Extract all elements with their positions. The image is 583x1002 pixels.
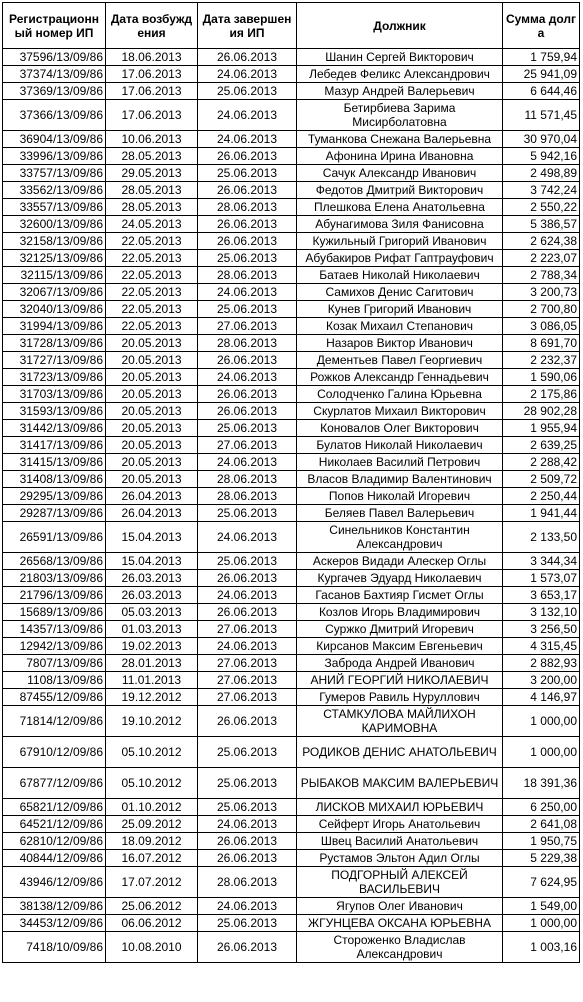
end-date-cell: 24.06.2013 bbox=[198, 66, 297, 83]
amount-cell: 2 175,86 bbox=[503, 386, 580, 403]
table-row bbox=[3, 284, 580, 301]
end-date-cell: 24.06.2013 bbox=[198, 454, 297, 471]
debtor-cell: Сачук Александр Иванович bbox=[297, 165, 503, 182]
table-row bbox=[3, 66, 580, 83]
amount-cell: 2 550,22 bbox=[503, 199, 580, 216]
debtor-cell: Булатов Николай Николаевич bbox=[297, 437, 503, 454]
debtor-cell: Синельников Константин Александрович bbox=[297, 522, 503, 553]
amount-cell: 1 000,00 bbox=[503, 737, 580, 768]
table-row bbox=[3, 932, 580, 963]
reg-number-cell: 64521/12/09/86 bbox=[3, 816, 106, 833]
debtor-cell: Заброда Андрей Иванович bbox=[297, 655, 503, 672]
end-date-cell: 25.06.2013 bbox=[198, 799, 297, 816]
debtor-cell: Рожков Александр Геннадьевич bbox=[297, 369, 503, 386]
amount-cell: 2 498,89 bbox=[503, 165, 580, 182]
table-row bbox=[3, 672, 580, 689]
reg-number-cell: 37366/13/09/86 bbox=[3, 100, 106, 131]
end-date-cell: 28.06.2013 bbox=[198, 267, 297, 284]
start-date-cell: 17.07.2012 bbox=[106, 867, 198, 898]
debtor-cell: СТАМКУЛОВА МАЙЛИХОН КАРИМОВНА bbox=[297, 706, 503, 737]
end-date-cell: 24.06.2013 bbox=[198, 284, 297, 301]
start-date-cell: 16.07.2012 bbox=[106, 850, 198, 867]
debtor-cell: Беляев Павел Валерьевич bbox=[297, 505, 503, 522]
debtor-cell: Кирсанов Максим Евгеньевич bbox=[297, 638, 503, 655]
table-row bbox=[3, 369, 580, 386]
reg-number-cell: 71814/12/09/86 bbox=[3, 706, 106, 737]
table-row bbox=[3, 689, 580, 706]
start-date-cell: 28.05.2013 bbox=[106, 148, 198, 165]
end-date-cell: 25.06.2013 bbox=[198, 250, 297, 267]
debtor-cell: Швец Василий Анатольевич bbox=[297, 833, 503, 850]
amount-cell: 2 788,34 bbox=[503, 267, 580, 284]
debtor-cell: Абунагимова Зиля Фанисовна bbox=[297, 216, 503, 233]
reg-number-cell: 14357/13/09/86 bbox=[3, 621, 106, 638]
start-date-cell: 22.05.2013 bbox=[106, 318, 198, 335]
reg-number-cell: 31417/13/09/86 bbox=[3, 437, 106, 454]
header-start-date: Дата возбуждения bbox=[106, 3, 198, 49]
reg-number-cell: 33996/13/09/86 bbox=[3, 148, 106, 165]
debtor-cell: Гасанов Бахтияр Гисмет Оглы bbox=[297, 587, 503, 604]
table-row bbox=[3, 471, 580, 488]
end-date-cell: 25.06.2013 bbox=[198, 768, 297, 799]
start-date-cell: 15.04.2013 bbox=[106, 522, 198, 553]
header-amount: Сумма долга bbox=[503, 3, 580, 49]
table-row bbox=[3, 638, 580, 655]
amount-cell: 2 624,38 bbox=[503, 233, 580, 250]
amount-cell: 8 691,70 bbox=[503, 335, 580, 352]
end-date-cell: 24.06.2013 bbox=[198, 131, 297, 148]
start-date-cell: 24.05.2013 bbox=[106, 216, 198, 233]
reg-number-cell: 62810/12/09/86 bbox=[3, 833, 106, 850]
amount-cell: 1 590,06 bbox=[503, 369, 580, 386]
amount-cell: 5 386,57 bbox=[503, 216, 580, 233]
amount-cell: 3 086,05 bbox=[503, 318, 580, 335]
debtor-cell: Сейферт Игорь Анатольевич bbox=[297, 816, 503, 833]
debtor-cell: Плешкова Елена Анатольевна bbox=[297, 199, 503, 216]
debtor-cell: ЖГУНЦЕВА ОКСАНА ЮРЬЕВНА bbox=[297, 915, 503, 932]
table-row bbox=[3, 83, 580, 100]
amount-cell: 1 549,00 bbox=[503, 898, 580, 915]
start-date-cell: 26.04.2013 bbox=[106, 505, 198, 522]
amount-cell: 2 700,80 bbox=[503, 301, 580, 318]
debtor-cell: Скурлатов Михаил Викторович bbox=[297, 403, 503, 420]
debtor-cell: Николаев Василий Петрович bbox=[297, 454, 503, 471]
start-date-cell: 20.05.2013 bbox=[106, 369, 198, 386]
end-date-cell: 26.06.2013 bbox=[198, 352, 297, 369]
table-row bbox=[3, 233, 580, 250]
debtor-cell: Туманкова Снежана Валерьевна bbox=[297, 131, 503, 148]
reg-number-cell: 7418/10/09/86 bbox=[3, 932, 106, 963]
debtor-cell: Лебедев Феликс Александрович bbox=[297, 66, 503, 83]
reg-number-cell: 34453/12/09/86 bbox=[3, 915, 106, 932]
amount-cell: 5 942,16 bbox=[503, 148, 580, 165]
end-date-cell: 27.06.2013 bbox=[198, 621, 297, 638]
end-date-cell: 24.06.2013 bbox=[198, 587, 297, 604]
table-row bbox=[3, 182, 580, 199]
end-date-cell: 24.06.2013 bbox=[198, 638, 297, 655]
start-date-cell: 17.06.2013 bbox=[106, 100, 198, 131]
table-row bbox=[3, 250, 580, 267]
debtors-table bbox=[2, 2, 580, 963]
amount-cell: 1 950,75 bbox=[503, 833, 580, 850]
reg-number-cell: 31415/13/09/86 bbox=[3, 454, 106, 471]
debtor-cell: Козак Михаил Степанович bbox=[297, 318, 503, 335]
debtor-cell: Кужильный Григорий Иванович bbox=[297, 233, 503, 250]
debtor-cell: Батаев Николай Николаевич bbox=[297, 267, 503, 284]
debtor-cell: Самихов Денис Сагитович bbox=[297, 284, 503, 301]
amount-cell: 3 200,73 bbox=[503, 284, 580, 301]
table-row bbox=[3, 867, 580, 898]
debtor-cell: ЛИСКОВ МИХАИЛ ЮРЬЕВИЧ bbox=[297, 799, 503, 816]
debtor-cell: Абубакиров Рифат Гаптрауфович bbox=[297, 250, 503, 267]
debtor-cell: Гумеров Равиль Нуруллович bbox=[297, 689, 503, 706]
reg-number-cell: 67910/12/09/86 bbox=[3, 737, 106, 768]
reg-number-cell: 33757/13/09/86 bbox=[3, 165, 106, 182]
start-date-cell: 01.10.2012 bbox=[106, 799, 198, 816]
reg-number-cell: 31723/13/09/86 bbox=[3, 369, 106, 386]
amount-cell: 11 571,45 bbox=[503, 100, 580, 131]
reg-number-cell: 65821/12/09/86 bbox=[3, 799, 106, 816]
start-date-cell: 22.05.2013 bbox=[106, 233, 198, 250]
reg-number-cell: 38138/12/09/86 bbox=[3, 898, 106, 915]
reg-number-cell: 31728/13/09/86 bbox=[3, 335, 106, 352]
debtor-cell: Шанин Сергей Викторович bbox=[297, 49, 503, 66]
table-row bbox=[3, 403, 580, 420]
table-row bbox=[3, 488, 580, 505]
end-date-cell: 26.06.2013 bbox=[198, 49, 297, 66]
end-date-cell: 26.06.2013 bbox=[198, 850, 297, 867]
end-date-cell: 26.06.2013 bbox=[198, 833, 297, 850]
reg-number-cell: 21803/13/09/86 bbox=[3, 570, 106, 587]
amount-cell: 3 742,24 bbox=[503, 182, 580, 199]
reg-number-cell: 26591/13/09/86 bbox=[3, 522, 106, 553]
debtor-cell: Власов Владимир Валентинович bbox=[297, 471, 503, 488]
table-row bbox=[3, 420, 580, 437]
table-row bbox=[3, 165, 580, 182]
amount-cell: 1 000,00 bbox=[503, 706, 580, 737]
table-row bbox=[3, 216, 580, 233]
debtor-cell: АНИЙ ГЕОРГИЙ НИКОЛАЕВИЧ bbox=[297, 672, 503, 689]
reg-number-cell: 31408/13/09/86 bbox=[3, 471, 106, 488]
header-row bbox=[3, 3, 580, 49]
table-row bbox=[3, 570, 580, 587]
end-date-cell: 27.06.2013 bbox=[198, 318, 297, 335]
end-date-cell: 25.06.2013 bbox=[198, 505, 297, 522]
reg-number-cell: 31703/13/09/86 bbox=[3, 386, 106, 403]
amount-cell: 2 882,93 bbox=[503, 655, 580, 672]
table-row bbox=[3, 816, 580, 833]
amount-cell: 2 250,44 bbox=[503, 488, 580, 505]
reg-number-cell: 29287/13/09/86 bbox=[3, 505, 106, 522]
end-date-cell: 24.06.2013 bbox=[198, 816, 297, 833]
start-date-cell: 28.01.2013 bbox=[106, 655, 198, 672]
table-row bbox=[3, 737, 580, 768]
amount-cell: 28 902,28 bbox=[503, 403, 580, 420]
amount-cell: 2 133,50 bbox=[503, 522, 580, 553]
table-row bbox=[3, 386, 580, 403]
end-date-cell: 26.06.2013 bbox=[198, 386, 297, 403]
end-date-cell: 26.06.2013 bbox=[198, 706, 297, 737]
start-date-cell: 20.05.2013 bbox=[106, 420, 198, 437]
table-row bbox=[3, 131, 580, 148]
amount-cell: 3 200,00 bbox=[503, 672, 580, 689]
amount-cell: 7 624,95 bbox=[503, 867, 580, 898]
reg-number-cell: 33557/13/09/86 bbox=[3, 199, 106, 216]
reg-number-cell: 37596/13/09/86 bbox=[3, 49, 106, 66]
start-date-cell: 18.06.2013 bbox=[106, 49, 198, 66]
end-date-cell: 26.06.2013 bbox=[198, 182, 297, 199]
debtor-cell: Мазур Андрей Валерьевич bbox=[297, 83, 503, 100]
reg-number-cell: 32115/13/09/86 bbox=[3, 267, 106, 284]
end-date-cell: 28.06.2013 bbox=[198, 488, 297, 505]
start-date-cell: 05.03.2013 bbox=[106, 604, 198, 621]
debtor-cell: РОДИКОВ ДЕНИС АНАТОЛЬЕВИЧ bbox=[297, 737, 503, 768]
header-debtor: Должник bbox=[297, 3, 503, 49]
reg-number-cell: 36904/13/09/86 bbox=[3, 131, 106, 148]
table-row bbox=[3, 655, 580, 672]
table-row bbox=[3, 706, 580, 737]
start-date-cell: 26.03.2013 bbox=[106, 587, 198, 604]
end-date-cell: 24.06.2013 bbox=[198, 100, 297, 131]
amount-cell: 1 003,16 bbox=[503, 932, 580, 963]
end-date-cell: 26.06.2013 bbox=[198, 233, 297, 250]
end-date-cell: 25.06.2013 bbox=[198, 301, 297, 318]
table-row bbox=[3, 301, 580, 318]
reg-number-cell: 37374/13/09/86 bbox=[3, 66, 106, 83]
end-date-cell: 27.06.2013 bbox=[198, 672, 297, 689]
reg-number-cell: 31994/13/09/86 bbox=[3, 318, 106, 335]
debtor-cell: Солодченко Галина Юрьевна bbox=[297, 386, 503, 403]
table-row bbox=[3, 267, 580, 284]
amount-cell: 3 256,50 bbox=[503, 621, 580, 638]
end-date-cell: 27.06.2013 bbox=[198, 437, 297, 454]
end-date-cell: 25.06.2013 bbox=[198, 737, 297, 768]
amount-cell: 6 250,00 bbox=[503, 799, 580, 816]
start-date-cell: 20.05.2013 bbox=[106, 437, 198, 454]
start-date-cell: 22.05.2013 bbox=[106, 250, 198, 267]
start-date-cell: 19.02.2013 bbox=[106, 638, 198, 655]
end-date-cell: 24.06.2013 bbox=[198, 369, 297, 386]
amount-cell: 2 509,72 bbox=[503, 471, 580, 488]
table-row bbox=[3, 587, 580, 604]
reg-number-cell: 21796/13/09/86 bbox=[3, 587, 106, 604]
debtor-cell: Федотов Дмитрий Викторович bbox=[297, 182, 503, 199]
amount-cell: 30 970,04 bbox=[503, 131, 580, 148]
start-date-cell: 19.12.2012 bbox=[106, 689, 198, 706]
start-date-cell: 25.09.2012 bbox=[106, 816, 198, 833]
end-date-cell: 28.06.2013 bbox=[198, 199, 297, 216]
amount-cell: 4 315,45 bbox=[503, 638, 580, 655]
start-date-cell: 17.06.2013 bbox=[106, 66, 198, 83]
amount-cell: 1 573,07 bbox=[503, 570, 580, 587]
end-date-cell: 26.06.2013 bbox=[198, 570, 297, 587]
reg-number-cell: 7807/13/09/86 bbox=[3, 655, 106, 672]
start-date-cell: 26.04.2013 bbox=[106, 488, 198, 505]
end-date-cell: 25.06.2013 bbox=[198, 83, 297, 100]
reg-number-cell: 15689/13/09/86 bbox=[3, 604, 106, 621]
start-date-cell: 19.10.2012 bbox=[106, 706, 198, 737]
table-row bbox=[3, 318, 580, 335]
debtor-cell: Коновалов Олег Викторович bbox=[297, 420, 503, 437]
table-row bbox=[3, 915, 580, 932]
reg-number-cell: 67877/12/09/86 bbox=[3, 768, 106, 799]
start-date-cell: 05.10.2012 bbox=[106, 768, 198, 799]
table-row bbox=[3, 898, 580, 915]
table-row bbox=[3, 49, 580, 66]
start-date-cell: 06.06.2012 bbox=[106, 915, 198, 932]
reg-number-cell: 31727/13/09/86 bbox=[3, 352, 106, 369]
reg-number-cell: 43946/12/09/86 bbox=[3, 867, 106, 898]
end-date-cell: 25.06.2013 bbox=[198, 165, 297, 182]
start-date-cell: 22.05.2013 bbox=[106, 284, 198, 301]
end-date-cell: 26.06.2013 bbox=[198, 216, 297, 233]
start-date-cell: 28.05.2013 bbox=[106, 199, 198, 216]
table-row bbox=[3, 505, 580, 522]
reg-number-cell: 1108/13/09/86 bbox=[3, 672, 106, 689]
amount-cell: 3 653,17 bbox=[503, 587, 580, 604]
end-date-cell: 25.06.2013 bbox=[198, 420, 297, 437]
amount-cell: 18 391,36 bbox=[503, 768, 580, 799]
reg-number-cell: 87455/12/09/86 bbox=[3, 689, 106, 706]
start-date-cell: 17.06.2013 bbox=[106, 83, 198, 100]
reg-number-cell: 31593/13/09/86 bbox=[3, 403, 106, 420]
amount-cell: 1 955,94 bbox=[503, 420, 580, 437]
table-row bbox=[3, 352, 580, 369]
amount-cell: 1 759,94 bbox=[503, 49, 580, 66]
end-date-cell: 27.06.2013 bbox=[198, 655, 297, 672]
start-date-cell: 18.09.2012 bbox=[106, 833, 198, 850]
start-date-cell: 01.03.2013 bbox=[106, 621, 198, 638]
table-row bbox=[3, 437, 580, 454]
reg-number-cell: 29295/13/09/86 bbox=[3, 488, 106, 505]
start-date-cell: 22.05.2013 bbox=[106, 267, 198, 284]
start-date-cell: 20.05.2013 bbox=[106, 454, 198, 471]
debtor-cell: Рустамов Эльтон Адил Оглы bbox=[297, 850, 503, 867]
amount-cell: 3 344,34 bbox=[503, 553, 580, 570]
start-date-cell: 10.06.2013 bbox=[106, 131, 198, 148]
end-date-cell: 26.06.2013 bbox=[198, 932, 297, 963]
amount-cell: 1 000,00 bbox=[503, 915, 580, 932]
amount-cell: 4 146,97 bbox=[503, 689, 580, 706]
start-date-cell: 10.08.2010 bbox=[106, 932, 198, 963]
reg-number-cell: 32125/13/09/86 bbox=[3, 250, 106, 267]
start-date-cell: 20.05.2013 bbox=[106, 471, 198, 488]
reg-number-cell: 31442/13/09/86 bbox=[3, 420, 106, 437]
table-row bbox=[3, 522, 580, 553]
end-date-cell: 24.06.2013 bbox=[198, 898, 297, 915]
reg-number-cell: 32158/13/09/86 bbox=[3, 233, 106, 250]
reg-number-cell: 32600/13/09/86 bbox=[3, 216, 106, 233]
amount-cell: 6 644,46 bbox=[503, 83, 580, 100]
debtor-cell: РЫБАКОВ МАКСИМ ВАЛЕРЬЕВИЧ bbox=[297, 768, 503, 799]
debtor-cell: Аскеров Видади Алескер Оглы bbox=[297, 553, 503, 570]
header-end-date: Дата завершения ИП bbox=[198, 3, 297, 49]
end-date-cell: 24.06.2013 bbox=[198, 522, 297, 553]
end-date-cell: 25.06.2013 bbox=[198, 553, 297, 570]
end-date-cell: 28.06.2013 bbox=[198, 335, 297, 352]
amount-cell: 3 132,10 bbox=[503, 604, 580, 621]
debtor-cell: Попов Николай Игоревич bbox=[297, 488, 503, 505]
table-row bbox=[3, 850, 580, 867]
table-row bbox=[3, 199, 580, 216]
header-reg-number: Регистрационный номер ИП bbox=[3, 3, 106, 49]
debtor-cell: Ягупов Олег Иванович bbox=[297, 898, 503, 915]
end-date-cell: 26.06.2013 bbox=[198, 604, 297, 621]
amount-cell: 2 641,08 bbox=[503, 816, 580, 833]
start-date-cell: 20.05.2013 bbox=[106, 335, 198, 352]
amount-cell: 5 229,38 bbox=[503, 850, 580, 867]
start-date-cell: 26.03.2013 bbox=[106, 570, 198, 587]
end-date-cell: 28.06.2013 bbox=[198, 867, 297, 898]
amount-cell: 2 639,25 bbox=[503, 437, 580, 454]
debtor-cell: Кунев Григорий Иванович bbox=[297, 301, 503, 318]
start-date-cell: 20.05.2013 bbox=[106, 403, 198, 420]
table-row bbox=[3, 799, 580, 816]
reg-number-cell: 40844/12/09/86 bbox=[3, 850, 106, 867]
amount-cell: 2 288,42 bbox=[503, 454, 580, 471]
reg-number-cell: 32040/13/09/86 bbox=[3, 301, 106, 318]
end-date-cell: 25.06.2013 bbox=[198, 915, 297, 932]
start-date-cell: 20.05.2013 bbox=[106, 352, 198, 369]
reg-number-cell: 33562/13/09/86 bbox=[3, 182, 106, 199]
debtor-cell: Суржко Дмитрий Игоревич bbox=[297, 621, 503, 638]
debtor-cell: ПОДГОРНЫЙ АЛЕКСЕЙ ВАСИЛЬЕВИЧ bbox=[297, 867, 503, 898]
table-row bbox=[3, 100, 580, 131]
amount-cell: 25 941,09 bbox=[503, 66, 580, 83]
amount-cell: 2 223,07 bbox=[503, 250, 580, 267]
end-date-cell: 27.06.2013 bbox=[198, 689, 297, 706]
table-row bbox=[3, 454, 580, 471]
start-date-cell: 28.05.2013 bbox=[106, 182, 198, 199]
reg-number-cell: 32067/13/09/86 bbox=[3, 284, 106, 301]
end-date-cell: 26.06.2013 bbox=[198, 148, 297, 165]
reg-number-cell: 37369/13/09/86 bbox=[3, 83, 106, 100]
debtor-cell: Бетирбиева Зарима Мисирболатовна bbox=[297, 100, 503, 131]
debtor-cell: Козлов Игорь Владимирович bbox=[297, 604, 503, 621]
table-row bbox=[3, 553, 580, 570]
start-date-cell: 15.04.2013 bbox=[106, 553, 198, 570]
debtor-cell: Афонина Ирина Ивановна bbox=[297, 148, 503, 165]
table-row bbox=[3, 604, 580, 621]
reg-number-cell: 26568/13/09/86 bbox=[3, 553, 106, 570]
debtor-cell: Назаров Виктор Иванович bbox=[297, 335, 503, 352]
table-row bbox=[3, 335, 580, 352]
start-date-cell: 29.05.2013 bbox=[106, 165, 198, 182]
amount-cell: 1 941,44 bbox=[503, 505, 580, 522]
table-body bbox=[3, 49, 580, 963]
start-date-cell: 05.10.2012 bbox=[106, 737, 198, 768]
debtor-cell: Кургачев Эдуард Николаевич bbox=[297, 570, 503, 587]
amount-cell: 2 232,37 bbox=[503, 352, 580, 369]
start-date-cell: 25.06.2012 bbox=[106, 898, 198, 915]
end-date-cell: 26.06.2013 bbox=[198, 403, 297, 420]
start-date-cell: 11.01.2013 bbox=[106, 672, 198, 689]
table-row bbox=[3, 768, 580, 799]
start-date-cell: 20.05.2013 bbox=[106, 386, 198, 403]
debtor-cell: Дементьев Павел Георгиевич bbox=[297, 352, 503, 369]
start-date-cell: 22.05.2013 bbox=[106, 301, 198, 318]
table-row bbox=[3, 833, 580, 850]
reg-number-cell: 12942/13/09/86 bbox=[3, 638, 106, 655]
table-row bbox=[3, 148, 580, 165]
debtor-cell: Стороженко Владислав Александрович bbox=[297, 932, 503, 963]
end-date-cell: 28.06.2013 bbox=[198, 471, 297, 488]
table-row bbox=[3, 621, 580, 638]
